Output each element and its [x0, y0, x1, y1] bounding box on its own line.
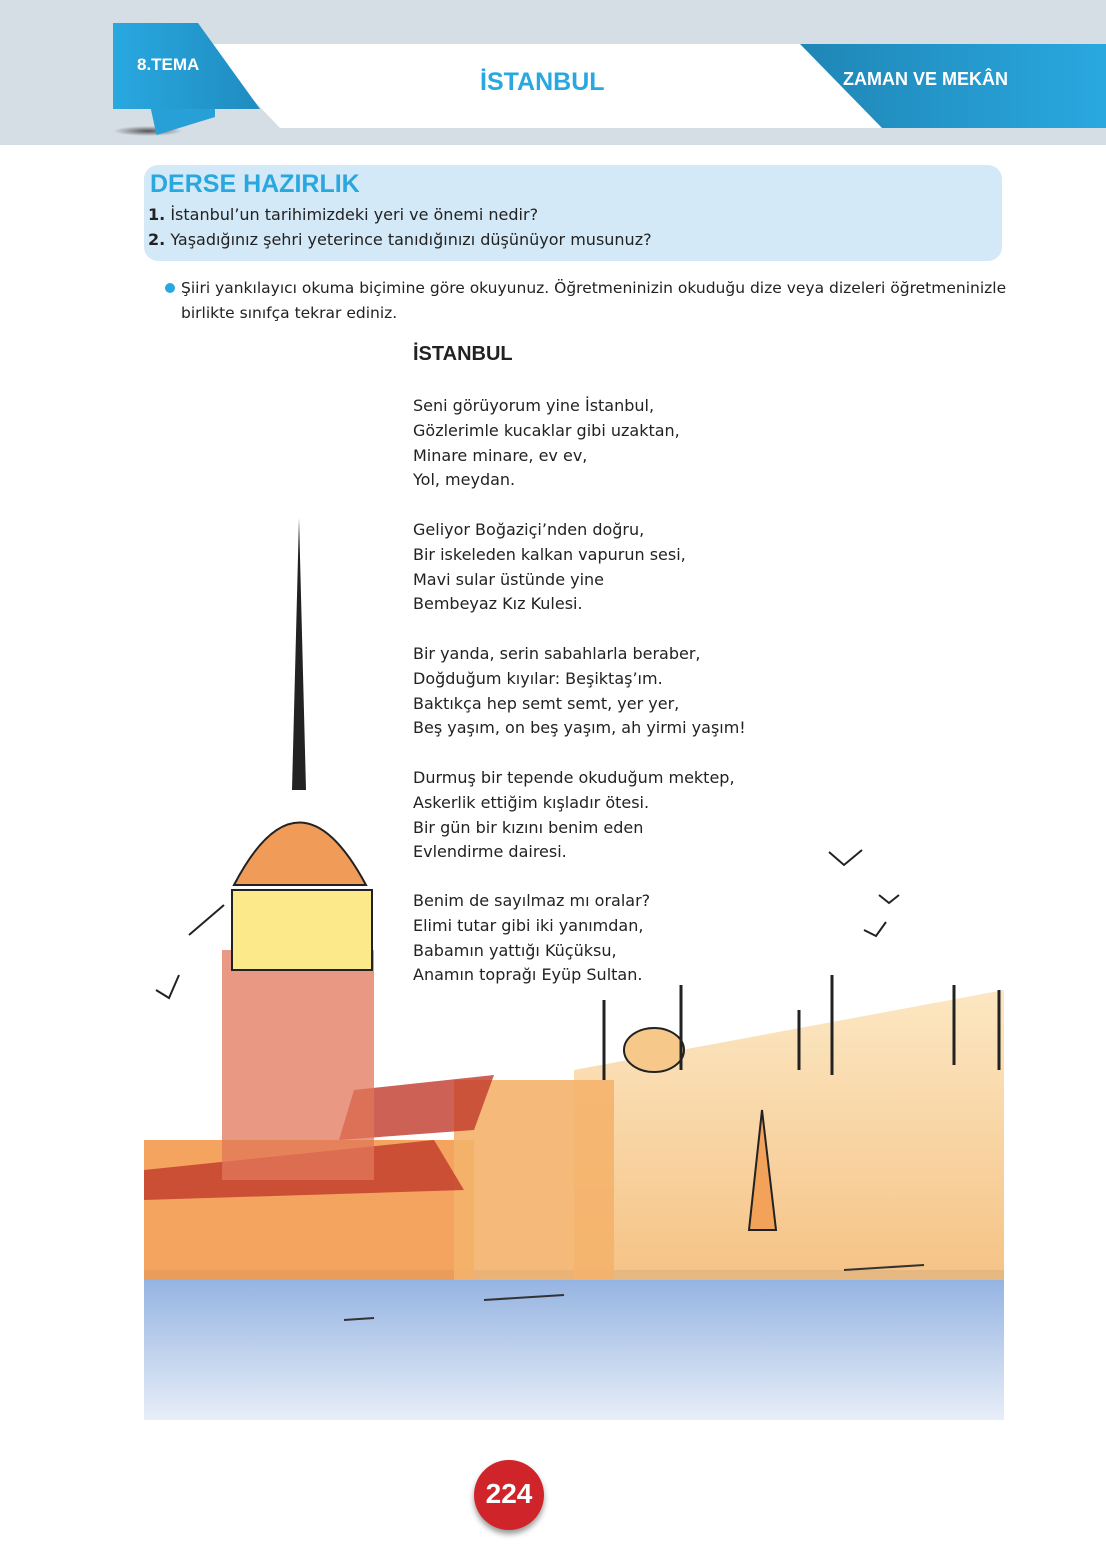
theme-label: 8.TEMA — [137, 55, 200, 74]
question-text: İstanbul’un tarihimizdeki yeri ve önemi nedir? — [170, 205, 539, 224]
poem-stanza — [413, 766, 735, 865]
poem-line: Seni görüyorum yine İstanbul, — [413, 396, 655, 415]
poem-stanza — [413, 889, 650, 988]
maiden-tower-top — [232, 890, 372, 970]
poem-line: Baktıkça hep semt semt, yer yer, — [413, 693, 680, 713]
poem-line: Elimi tutar gibi iki yanımdan, — [413, 915, 644, 935]
mosque-dome — [624, 1028, 684, 1072]
lesson-prep-box — [144, 165, 1002, 261]
poem-line: Bir gün bir kızını benim eden — [413, 817, 644, 837]
unit-title: ZAMAN VE MEKÂN — [843, 69, 1008, 89]
sea — [144, 1270, 1004, 1420]
poem-line: Babamın yattığı Küçüksu, — [413, 940, 617, 960]
maiden-tower-dome — [234, 823, 366, 886]
poem-line: Bembeyaz Kız Kulesi. — [413, 594, 583, 614]
poem-line: Bir yanda, serin sabahlarla beraber, — [413, 644, 701, 663]
poem-line: Bir iskeleden kalkan vapurun sesi, — [413, 544, 686, 564]
poem-line: Anamın toprağı Eyüp Sultan. — [413, 965, 643, 985]
maiden-tower-body — [222, 950, 374, 1180]
poem-line: Yol, meydan. — [413, 470, 516, 490]
question-text: Yaşadığınız şehri yeterince tanıdığınızı düşünüyor musunuz? — [170, 230, 652, 249]
question-number: 1. — [148, 205, 166, 224]
question-number: 2. — [148, 230, 166, 249]
poem-line: Askerlik ettiğim kışladır ötesi. — [413, 792, 650, 812]
poem-line: Evlendirme dairesi. — [413, 842, 567, 862]
poem-line: Beş yaşım, on beş yaşım, ah yirmi yaşım! — [413, 718, 746, 738]
instruction-text: Şiiri yankılayıcı okuma biçimine göre okuyunuz. Öğretmeninizin okuduğu dize veya dizeleri öğretmeninizle birlikte sınıfça tekrar ediniz. — [181, 279, 1007, 322]
page-number: 224 — [474, 1460, 544, 1530]
bullet-icon — [165, 283, 175, 293]
page-title: İSTANBUL — [480, 68, 605, 96]
poem-stanza — [413, 642, 746, 741]
poem-stanza — [413, 518, 686, 617]
prep-question — [148, 230, 652, 249]
prep-heading: DERSE HAZIRLIK — [150, 170, 360, 198]
poem-line: Durmuş bir tepende okuduğum mektep, — [413, 768, 735, 787]
poem-line: Minare minare, ev ev, — [413, 445, 588, 465]
poem-stanza — [413, 394, 680, 493]
poem-line: Gözlerimle kucaklar gibi uzaktan, — [413, 420, 680, 440]
poem-line: Benim de sayılmaz mı oralar? — [413, 891, 651, 910]
prep-question — [148, 205, 538, 224]
poem-line: Geliyor Boğaziçi’nden doğru, — [413, 520, 645, 539]
poem-title: İSTANBUL — [413, 343, 513, 365]
poem-line: Mavi sular üstünde yine — [413, 569, 605, 589]
maiden-tower-spire — [292, 518, 306, 790]
poem-line: Doğduğum kıyılar: Beşiktaş’ım. — [413, 668, 663, 688]
